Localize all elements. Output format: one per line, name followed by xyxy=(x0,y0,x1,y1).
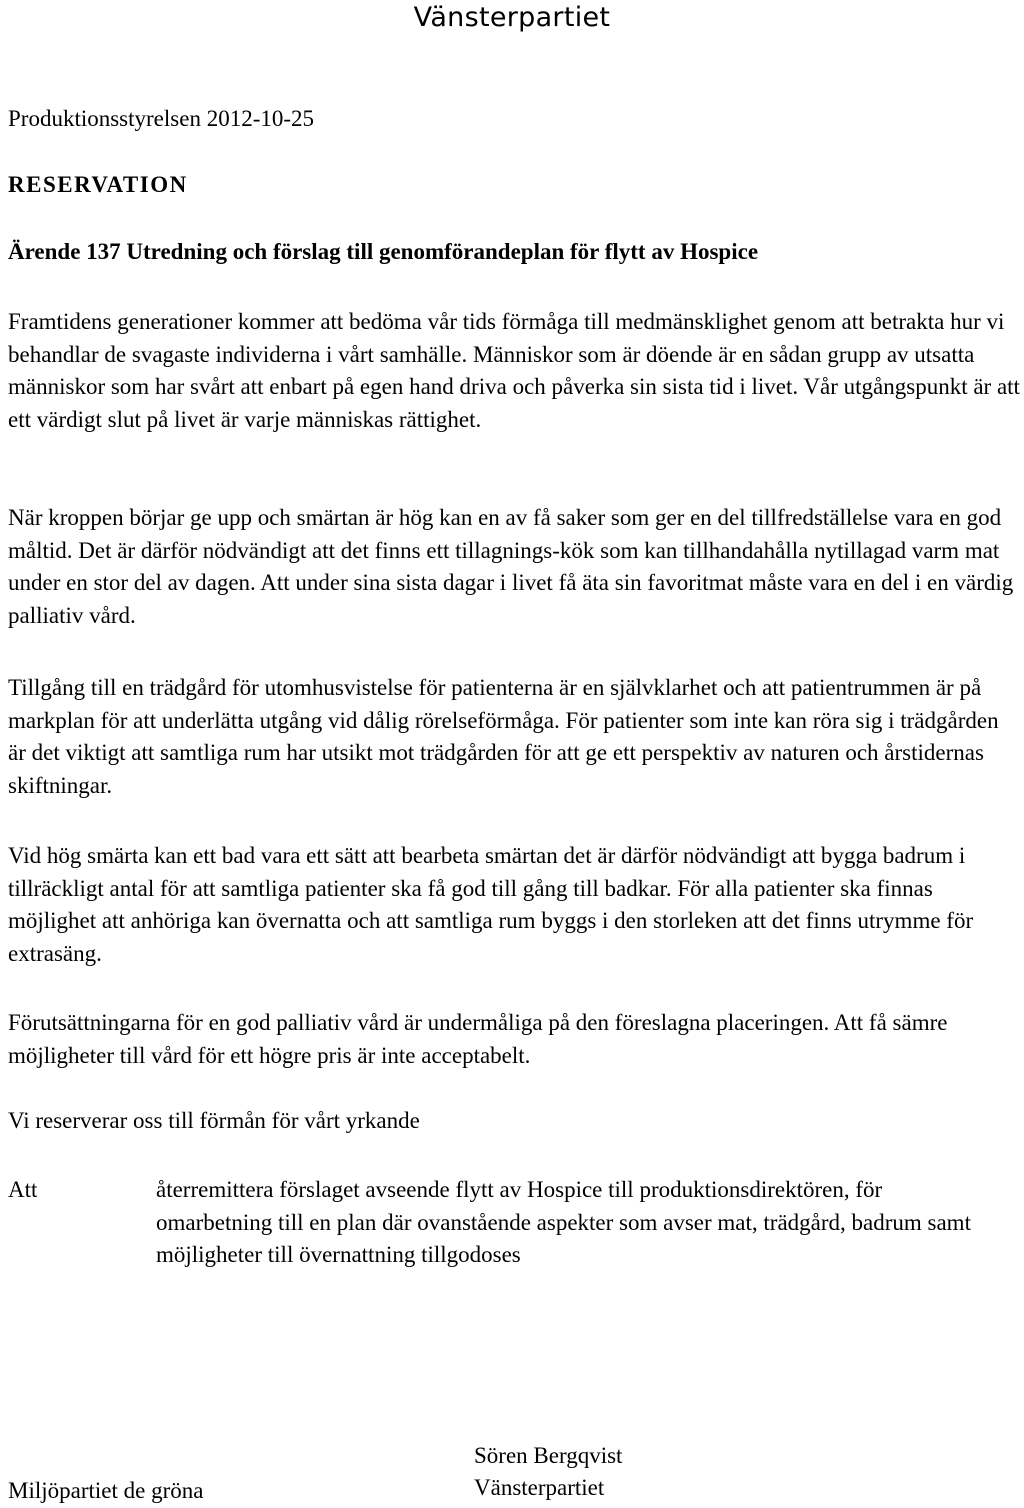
motion-text: återremittera förslaget avseende flytt av Hospice till produktionsdirektören, för omarbetning till en plan där ovanstående aspekter som avser mat, trädgård, badrum samt möjligheter till övernattning tillgodoses xyxy=(156,1177,971,1267)
signature-right-party: Vänsterpartiet xyxy=(474,1475,605,1500)
motion-label: Att xyxy=(8,1177,38,1202)
document-type-heading: RESERVATION xyxy=(8,172,188,197)
signature-right-name: Sören Bergqvist xyxy=(474,1443,623,1468)
signature-left-party: Miljöpartiet de gröna xyxy=(8,1478,204,1503)
paragraph-garden: Tillgång till en trädgård för utomhusvistelse för patienterna är en självklarhet och att patientrummen är på markplan för att underlätta utgång vid dålig rörelseförmåga. För patienter som inte kan röra sig i trädgården är det viktigt att samtliga rum har utsikt mot trädgården för att ge ett perspektiv av naturen och årstidernas skiftningar. xyxy=(8,675,999,798)
paragraph-conclusion: Förutsättningarna för en god palliativ vård är undermåliga på den föreslagna placeringen. Att få sämre möjligheter till vård för ett högre pris är inte acceptabelt. xyxy=(8,1010,948,1068)
reservation-intro: Vi reserverar oss till förmån för vårt yrkande xyxy=(8,1108,420,1133)
paragraph-bathrooms: Vid hög smärta kan ett bad vara ett sätt att bearbeta smärtan det är därför nödvändigt att bygga badrum i tillräckligt antal för att samtliga patienter ska få god till gång till badkar. För alla patienter ska finnas möjlighet att anhöriga kan övernatta och att samtliga rum byggs i den storleken att det finns utrymme för extrasäng. xyxy=(8,843,974,966)
signature-right-block xyxy=(474,1440,622,1504)
paragraph-kitchen: När kroppen börjar ge upp och smärtan är hög kan en av få saker som ger en del tillfredställelse vara en god måltid. Det är därför nödvändigt att det finns ett tillagnings-kök som kan tillhandahålla nytillagad varm mat under en stor del av dagen. Att under sina sista dagar i livet få äta sin favoritmat måste vara en del i en värdig palliativ vård. xyxy=(8,505,1014,628)
case-title: Ärende 137 Utredning och förslag till genomförandeplan för flytt av Hospice xyxy=(8,239,759,264)
paragraph-dignity: Framtidens generationer kommer att bedöma vår tids förmåga till medmänsklighet genom att betrakta hur vi behandlar de svagaste individerna i vårt samhälle. Människor som är döende är en sådan grupp av utsatta människor som har svårt att enbart på egen hand driva och påverka sin sista tid i livet. Vår utgångspunkt är att ett värdigt slut på livet är varje människas rättighet. xyxy=(8,309,1020,432)
party-header: Vänsterpartiet xyxy=(413,2,611,33)
meeting-line: Produktionsstyrelsen 2012-10-25 xyxy=(8,106,315,131)
